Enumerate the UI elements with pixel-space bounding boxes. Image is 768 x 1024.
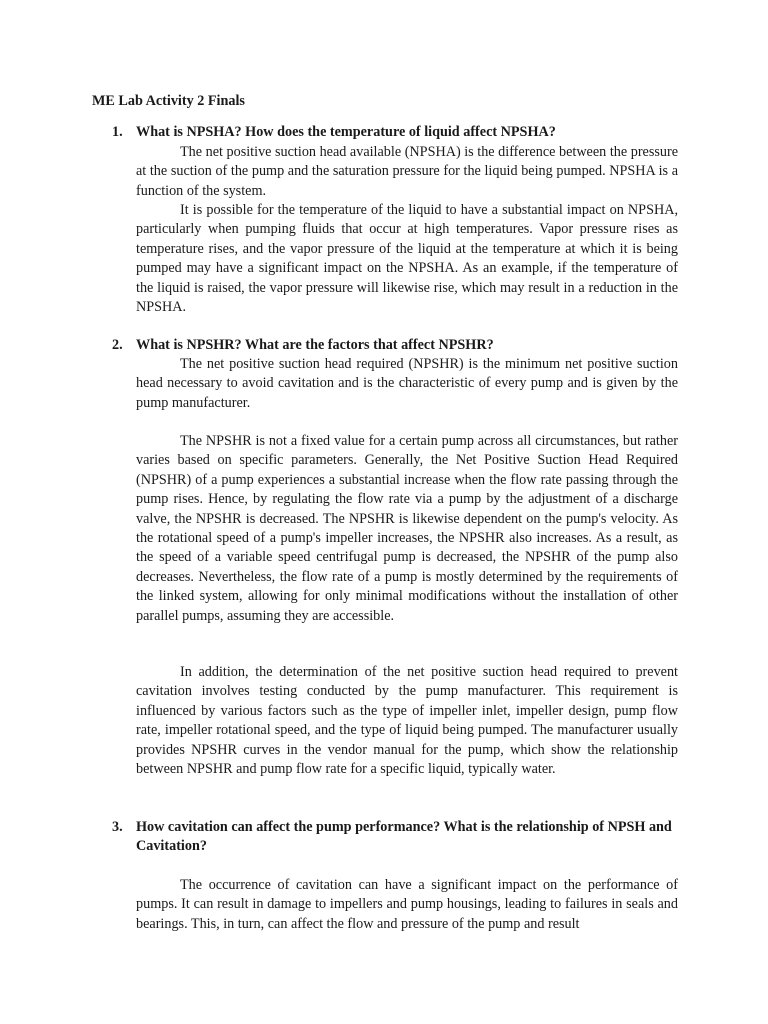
question-number: 1. — [112, 124, 123, 140]
paragraph: The net positive suction head available (NPSHA) is the difference between the pressure at the suction of the pump and the saturation pressure for the liquid being pumped. NPSHA is a function of the system. — [136, 144, 678, 199]
question-text: What is NPSHA? How does the temperature of liquid affect NPSHA? — [136, 124, 556, 140]
question-1-heading — [112, 123, 678, 142]
question-number: 2. — [112, 337, 123, 353]
document-title: ME Lab Activity 2 Finals — [92, 93, 245, 109]
question-text: How cavitation can affect the pump performance? What is the relationship of NPSH and Cavitation? — [136, 819, 672, 855]
paragraph: In addition, the determination of the net positive suction head required to prevent cavitation involves testing conducted by the pump manufacturer. This requirement is influenced by various factors such as the type of impeller inlet, impeller design, pump flow rate, impeller rotational speed, and the type of liquid being pumped. The manufacturer usually provides NPSHR curves in the vendor manual for the pump, which show the relationship between NPSHR and pump flow rate for a specific liquid, typically water. — [136, 664, 678, 778]
question-3-heading — [112, 818, 678, 857]
question-text: What is NPSHR? What are the factors that affect NPSHR? — [136, 337, 494, 353]
paragraph: The occurrence of cavitation can have a significant impact on the performance of pumps. It can result in damage to impellers and pump housings, leading to failures in seals and bearings. This, in turn, can affect the flow and pressure of the pump and result — [136, 877, 678, 932]
question-2-heading — [112, 336, 678, 355]
paragraph: The NPSHR is not a fixed value for a certain pump across all circumstances, but rather varies based on specific parameters. Generally, the Net Positive Suction Head Required (NPSHR) of a pump experiences a substantial increase when the flow rate passing through the pump rises. Hence, by regulating the flow rate via a pump by the adjustment of a discharge valve, the NPSHR is decreased. The NPSHR is likewise dependent on the pump's velocity. As the rotational speed of a pump's impeller increases, the NPSHR also increases. As a result, as the speed of a variable speed centrifugal pump is decreased, the NPSHR of the pump also decreases. Nevertheless, the flow rate of a pump is mostly determined by the requirements of the linked system, allowing for only minimal modifications without the installation of other parallel pumps, assuming they are accessible. — [136, 433, 678, 624]
paragraph: It is possible for the temperature of the liquid to have a substantial impact on NPSHA, particularly when pumping fluids that occur at high temperatures. Vapor pressure rises as temperature rises, and the vapor pressure of the liquid at the temperature at which it is being pumped may have a significant impact on the NPSHA. As an example, if the temperature of the liquid is raised, the vapor pressure will likewise rise, which may result in a reduction in the NPSHA. — [136, 202, 678, 316]
question-number: 3. — [112, 819, 123, 835]
paragraph: The net positive suction head required (NPSHR) is the minimum net positive suction head necessary to avoid cavitation and is the characteristic of every pump and is given by the pump manufacturer. — [136, 356, 678, 411]
